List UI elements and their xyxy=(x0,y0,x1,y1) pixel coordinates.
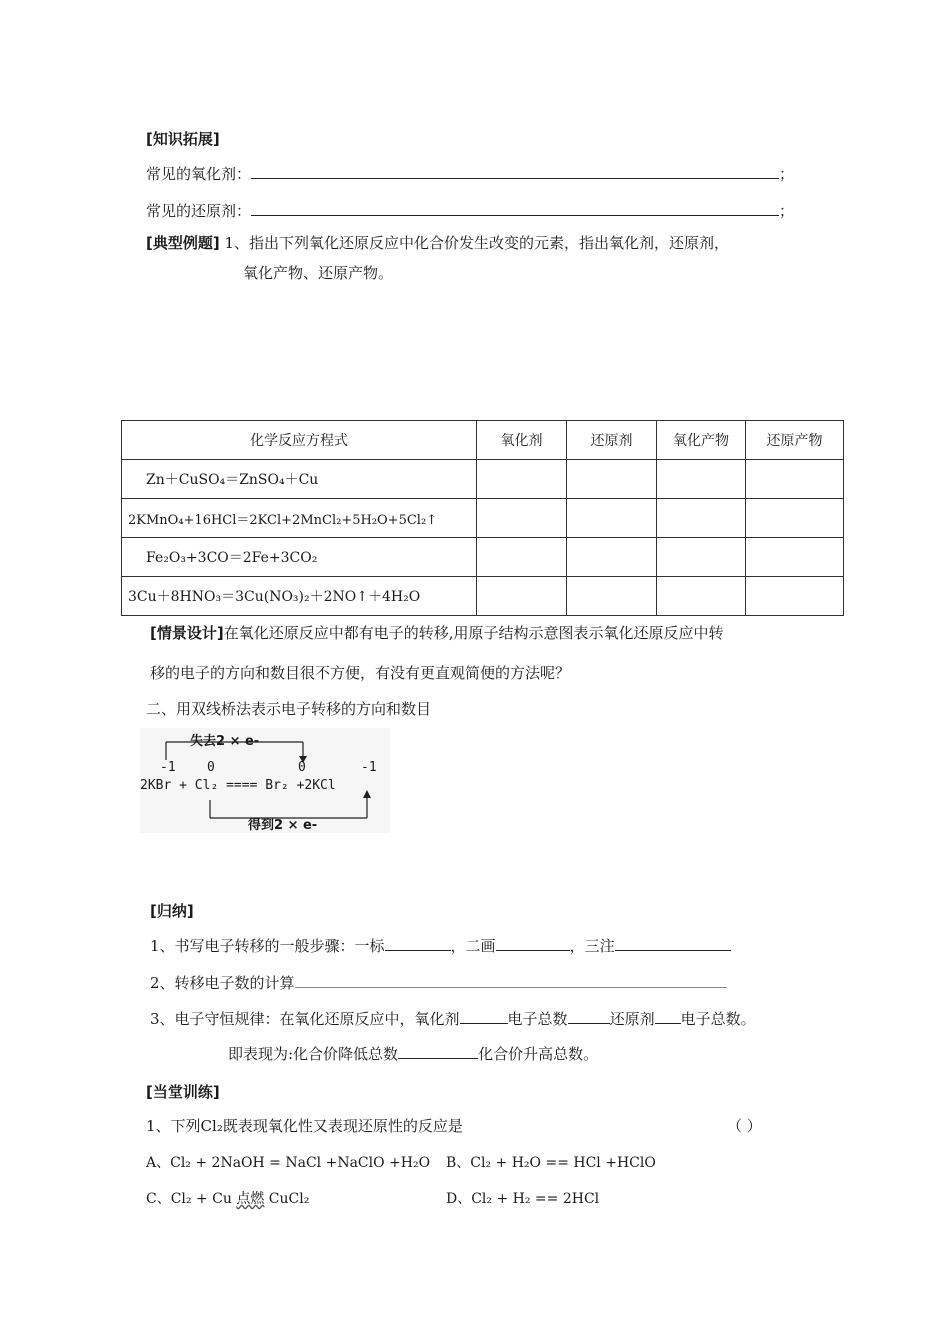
answer-cell[interactable] xyxy=(657,538,746,577)
header-oxidant: 氧化剂 xyxy=(477,421,567,460)
reductant-blank[interactable] xyxy=(251,201,779,216)
br2-term: Br₂ xyxy=(265,778,289,793)
equation-cell: 3Cu＋8HNO₃＝3Cu(NO₃)₂＋2NO↑＋4H₂O xyxy=(122,577,477,616)
answer-cell[interactable] xyxy=(567,499,657,538)
cl2-term: Cl₂ xyxy=(194,778,219,793)
answer-cell[interactable] xyxy=(746,538,844,577)
answer-cell[interactable] xyxy=(477,538,567,577)
example-heading: [典型例题] xyxy=(146,234,220,252)
reductant-end: ； xyxy=(779,202,795,220)
ox-state-br2: 0 xyxy=(298,760,306,775)
item3-text-d: 电子总数。 xyxy=(680,1010,756,1028)
kbr-term: 2KBr xyxy=(140,778,172,793)
equation-cell: 2KMnO₄+16HCl＝2KCl+2MnCl₂+5H₂O+5Cl₂↑ xyxy=(122,499,477,538)
answer-cell[interactable] xyxy=(477,499,567,538)
reductant-line xyxy=(146,200,794,221)
item1-text-b: ，二画 xyxy=(450,937,496,955)
summary-item2 xyxy=(150,972,727,993)
scene-heading: [情景设计] xyxy=(150,624,224,642)
oxidant-blank[interactable] xyxy=(251,164,779,179)
example-text2: 氧化产物、还原产物。 xyxy=(243,264,394,282)
item3-text-a: 3、电子守恒规律：在氧化还原反应中，氧化剂 xyxy=(150,1010,460,1028)
answer-cell[interactable] xyxy=(746,460,844,499)
ox-state-cl2: 0 xyxy=(207,760,215,775)
question1: 1、下列Cl₂既表现氧化性又表现还原性的反应是 xyxy=(146,1117,463,1135)
header-oxidation-product: 氧化产物 xyxy=(657,421,746,460)
scene-line1 xyxy=(150,622,724,643)
answer-paren[interactable]: （ ） xyxy=(727,1117,762,1135)
header-equation: 化学反应方程式 xyxy=(122,421,477,460)
ox-state-kcl: -1 xyxy=(361,760,377,775)
oxidant-end: ； xyxy=(779,165,795,183)
answer-cell[interactable] xyxy=(477,460,567,499)
table-row xyxy=(122,538,844,577)
item2-blank[interactable] xyxy=(295,973,727,988)
item3-blank1[interactable] xyxy=(460,1009,508,1024)
item1-text-c: ，三注 xyxy=(569,937,615,955)
answer-cell[interactable] xyxy=(746,499,844,538)
equation-cell: Zn＋CuSO₄＝ZnSO₄＋Cu xyxy=(122,460,477,499)
answer-cell[interactable] xyxy=(657,577,746,616)
example-line1 xyxy=(146,232,729,253)
option-c-left: C、Cl₂ + Cu xyxy=(146,1191,232,1207)
answer-cell[interactable] xyxy=(567,538,657,577)
knowledge-heading: [知识拓展] xyxy=(146,130,220,148)
ignite-condition: 点燃 xyxy=(236,1191,265,1207)
ox-state-kbr: -1 xyxy=(160,760,176,775)
answer-cell[interactable] xyxy=(567,577,657,616)
item4-text-a: 即表现为:化合价降低总数 xyxy=(228,1045,399,1063)
item3-text-c: 还原剂 xyxy=(609,1010,655,1028)
section2-title: 二、用双线桥法表示电子转移的方向和数目 xyxy=(146,700,432,718)
reaction-equation xyxy=(140,778,336,793)
table-row xyxy=(122,460,844,499)
answer-cell[interactable] xyxy=(657,460,746,499)
step3-blank[interactable] xyxy=(615,936,731,951)
practice-heading: [当堂训练] xyxy=(146,1083,220,1101)
answer-cell[interactable] xyxy=(477,577,567,616)
plus-sign: + xyxy=(179,778,187,793)
electron-transfer-diagram xyxy=(140,728,390,833)
item4-blank[interactable] xyxy=(398,1044,478,1059)
item2-text: 2、转移电子数的计算 xyxy=(150,974,295,992)
answer-cell[interactable] xyxy=(657,499,746,538)
item3-blank3[interactable] xyxy=(655,1009,681,1024)
option-c-right: CuCl₂ xyxy=(268,1191,310,1207)
reaction-table xyxy=(121,420,844,616)
table-row xyxy=(122,499,844,538)
scene-text1: 在氧化还原反应中都有电子的转移,用原子结构示意图表示氧化还原反应中转 xyxy=(223,624,724,642)
item4-text-b: 化合价升高总数。 xyxy=(478,1045,599,1063)
summary-item1 xyxy=(150,935,731,956)
table-header-row xyxy=(122,421,844,460)
step1-blank[interactable] xyxy=(385,936,451,951)
summary-item4 xyxy=(228,1043,598,1064)
kcl-term: +2KCl xyxy=(296,778,336,793)
option-d[interactable]: D、Cl₂ + H₂ == 2HCl xyxy=(446,1191,600,1207)
header-reductant: 还原剂 xyxy=(567,421,657,460)
header-reduction-product: 还原产物 xyxy=(746,421,844,460)
table-row xyxy=(122,577,844,616)
oxidant-label: 常见的氧化剂： xyxy=(146,165,252,183)
equals-sign: ==== xyxy=(226,778,258,793)
item1-text-a: 1、书写电子转移的一般步骤：一标 xyxy=(150,937,385,955)
item3-text-b: 电子总数 xyxy=(507,1010,568,1028)
option-b[interactable]: B、Cl₂ + H₂O == HCl +HClO xyxy=(446,1155,656,1171)
step2-blank[interactable] xyxy=(496,936,570,951)
example-text1: 1、指出下列氧化还原反应中化合价发生改变的元素，指出氧化剂，还原剂， xyxy=(224,234,730,252)
scene-text2: 移的电子的方向和数目很不方便，有没有更直观简便的方法呢？ xyxy=(150,664,571,682)
reductant-label: 常见的还原剂： xyxy=(146,202,252,220)
summary-heading: [归纳] xyxy=(150,902,194,920)
answer-cell[interactable] xyxy=(567,460,657,499)
lose-electrons-label: 失去2 × e- xyxy=(190,734,260,749)
item3-blank2[interactable] xyxy=(568,1009,610,1024)
summary-item3 xyxy=(150,1008,756,1029)
option-c[interactable] xyxy=(146,1188,309,1208)
oxidant-line xyxy=(146,163,794,184)
equation-cell: Fe₂O₃+3CO＝2Fe+3CO₂ xyxy=(122,538,477,577)
answer-cell[interactable] xyxy=(746,577,844,616)
gain-electrons-label: 得到2 × e- xyxy=(248,818,318,833)
option-a[interactable]: A、Cl₂ + 2NaOH = NaCl +NaClO +H₂O xyxy=(146,1155,431,1171)
